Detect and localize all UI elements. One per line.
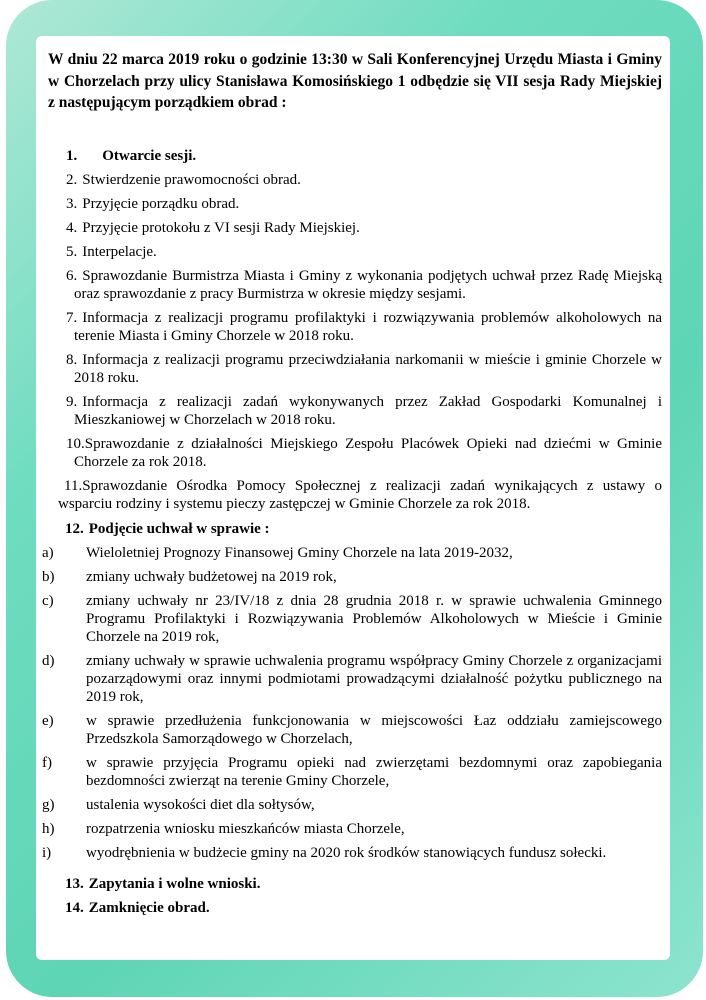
agenda-item-text: Sprawozdanie z działalności Miejskiego Zespołu Placówek Opieki nad dziećmi w Gminie Chorzele za rok 2018. <box>74 435 662 470</box>
resolution-item-i <box>42 844 662 862</box>
resolutions-heading-text: Podjęcie uchwał w sprawie : <box>88 520 270 537</box>
resolution-letter: d) <box>42 652 55 669</box>
agenda-item-7 <box>66 309 662 345</box>
resolution-letter: e) <box>42 712 54 729</box>
resolution-item-d <box>42 652 662 706</box>
resolution-text: wyodrębnienia w budżecie gminy na 2020 rok środków stanowiących fundusz sołecki. <box>86 844 607 861</box>
closing-item-number: 14. <box>65 899 84 916</box>
closing-item-13 <box>65 875 662 893</box>
agenda-item-text: Stwierdzenie prawomocności obrad. <box>82 171 301 188</box>
agenda-item-text: Interpelacje. <box>82 243 157 260</box>
agenda-item-number: 8. <box>66 351 78 368</box>
resolution-letter: g) <box>42 796 55 813</box>
resolution-letter: a) <box>42 544 54 561</box>
agenda-item-text: Przyjęcie protokołu z VI sesji Rady Miejskiej. <box>82 219 360 236</box>
agenda-item-number: 3. <box>66 195 78 212</box>
closing-item-text: Zamknięcie obrad. <box>88 899 210 916</box>
closing-item-number: 13. <box>65 875 84 892</box>
agenda-item-text: Informacja z realizacji programu profilaktyki i rozwiązywania problemów alkoholowych na terenie Miasta i Gminy Chorzele w 2018 roku. <box>74 309 662 344</box>
agenda-item-9 <box>66 393 662 429</box>
agenda-item-number: 11. <box>64 477 83 494</box>
resolution-item-h <box>42 820 662 838</box>
agenda-item-number: 1. <box>66 147 78 164</box>
agenda-item-text: Otwarcie sesji. <box>102 147 197 164</box>
resolution-text: zmiany uchwały nr 23/IV/18 z dnia 28 grudnia 2018 r. w sprawie uchwalenia Gminnego Programu Profilaktyki i Rozwiązywania Problemów Alkoholowych w Mieście i Gminie Chorzele na 2019 rok, <box>86 592 662 645</box>
resolutions-heading <box>65 520 662 538</box>
document-page <box>36 36 670 960</box>
resolution-item-b <box>42 568 662 586</box>
resolution-item-c <box>42 592 662 646</box>
resolution-text: ustalenia wysokości diet dla sołtysów, <box>86 796 315 813</box>
resolution-letter: h) <box>42 820 55 837</box>
resolution-letter: b) <box>42 568 55 585</box>
resolution-item-g <box>42 796 662 814</box>
agenda-item-6 <box>66 267 662 303</box>
closing-item-14 <box>65 899 662 917</box>
agenda-item-text: Informacja z realizacji programu przeciwdziałania narkomanii w mieście i gminie Chorzele w 2018 roku. <box>74 351 662 386</box>
agenda-item-2 <box>66 171 662 189</box>
agenda-item-8 <box>66 351 662 387</box>
resolution-text: w sprawie przedłużenia funkcjonowania w miejscowości Łaz oddziału zamiejscowego Przedszkola Samorządowego w Chorzelach, <box>86 712 662 747</box>
agenda-item-1 <box>66 147 662 165</box>
resolution-item-a <box>42 544 662 562</box>
agenda-item-4 <box>66 219 662 237</box>
resolution-item-e <box>42 712 662 748</box>
agenda-item-number: 2. <box>66 171 78 188</box>
resolution-item-f <box>42 754 662 790</box>
resolution-letter: c) <box>42 592 54 609</box>
agenda-item-text: Przyjęcie porządku obrad. <box>82 195 240 212</box>
intro-paragraph: W dniu 22 marca 2019 roku o godzinie 13:30 w Sali Konferencyjnej Urzędu Miasta i Gminy w Chorzelach przy ulicy Stanisława Komosińskiego 1 odbędzie się VII sesja Rady Miejskiej z następującym porządkiem obrad : <box>48 51 662 111</box>
agenda-item-text: Informacja z realizacji zadań wykonywanych przez Zakład Gospodarki Komunalnej i Mieszkaniowej w Chorzelach w 2018 roku. <box>74 393 662 428</box>
agenda-item-text: Sprawozdanie Burmistrza Miasta i Gminy z wykonania podjętych uchwał przez Radę Miejską oraz sprawozdanie z pracy Burmistrza w okresie między sesjami. <box>74 267 662 302</box>
resolution-text: zmiany uchwały budżetowej na 2019 rok, <box>86 568 337 585</box>
agenda-item-number: 6. <box>66 267 78 284</box>
agenda-item-10 <box>66 435 662 471</box>
closing-item-text: Zapytania i wolne wnioski. <box>88 875 261 892</box>
agenda-item-3 <box>66 195 662 213</box>
resolutions-heading-number: 12. <box>65 520 84 537</box>
resolution-text: zmiany uchwały w sprawie uchwalenia programu współpracy Gminy Chorzele z organizacjami pozarządowymi oraz innymi podmiotami prowadzącymi działalność pożytku publicznego na 2019 rok, <box>86 652 662 705</box>
agenda-item-number: 7. <box>66 309 78 326</box>
agenda-item-number: 10. <box>66 435 85 452</box>
agenda-item-number: 5. <box>66 243 78 260</box>
agenda-item-number: 4. <box>66 219 78 236</box>
agenda-item-11 <box>58 477 662 513</box>
resolution-text: rozpatrzenia wniosku mieszkańców miasta Chorzele, <box>86 820 405 837</box>
resolution-letter: f) <box>42 754 52 771</box>
resolution-letter: i) <box>42 844 52 861</box>
resolution-text: Wieloletniej Prognozy Finansowej Gminy Chorzele na lata 2019-2032, <box>86 544 513 561</box>
agenda-item-number: 9. <box>66 393 78 410</box>
agenda-item-5 <box>66 243 662 261</box>
agenda-item-text: Sprawozdanie Ośrodka Pomocy Społecznej z realizacji zadań wynikających z ustawy o wsparciu rodziny i systemu pieczy zastępczej w Gminie Chorzele za rok 2018. <box>58 477 662 512</box>
resolution-text: w sprawie przyjęcia Programu opieki nad zwierzętami bezdomnymi oraz zapobiegania bezdomności zwierząt na terenie Gminy Chorzele, <box>86 754 662 789</box>
